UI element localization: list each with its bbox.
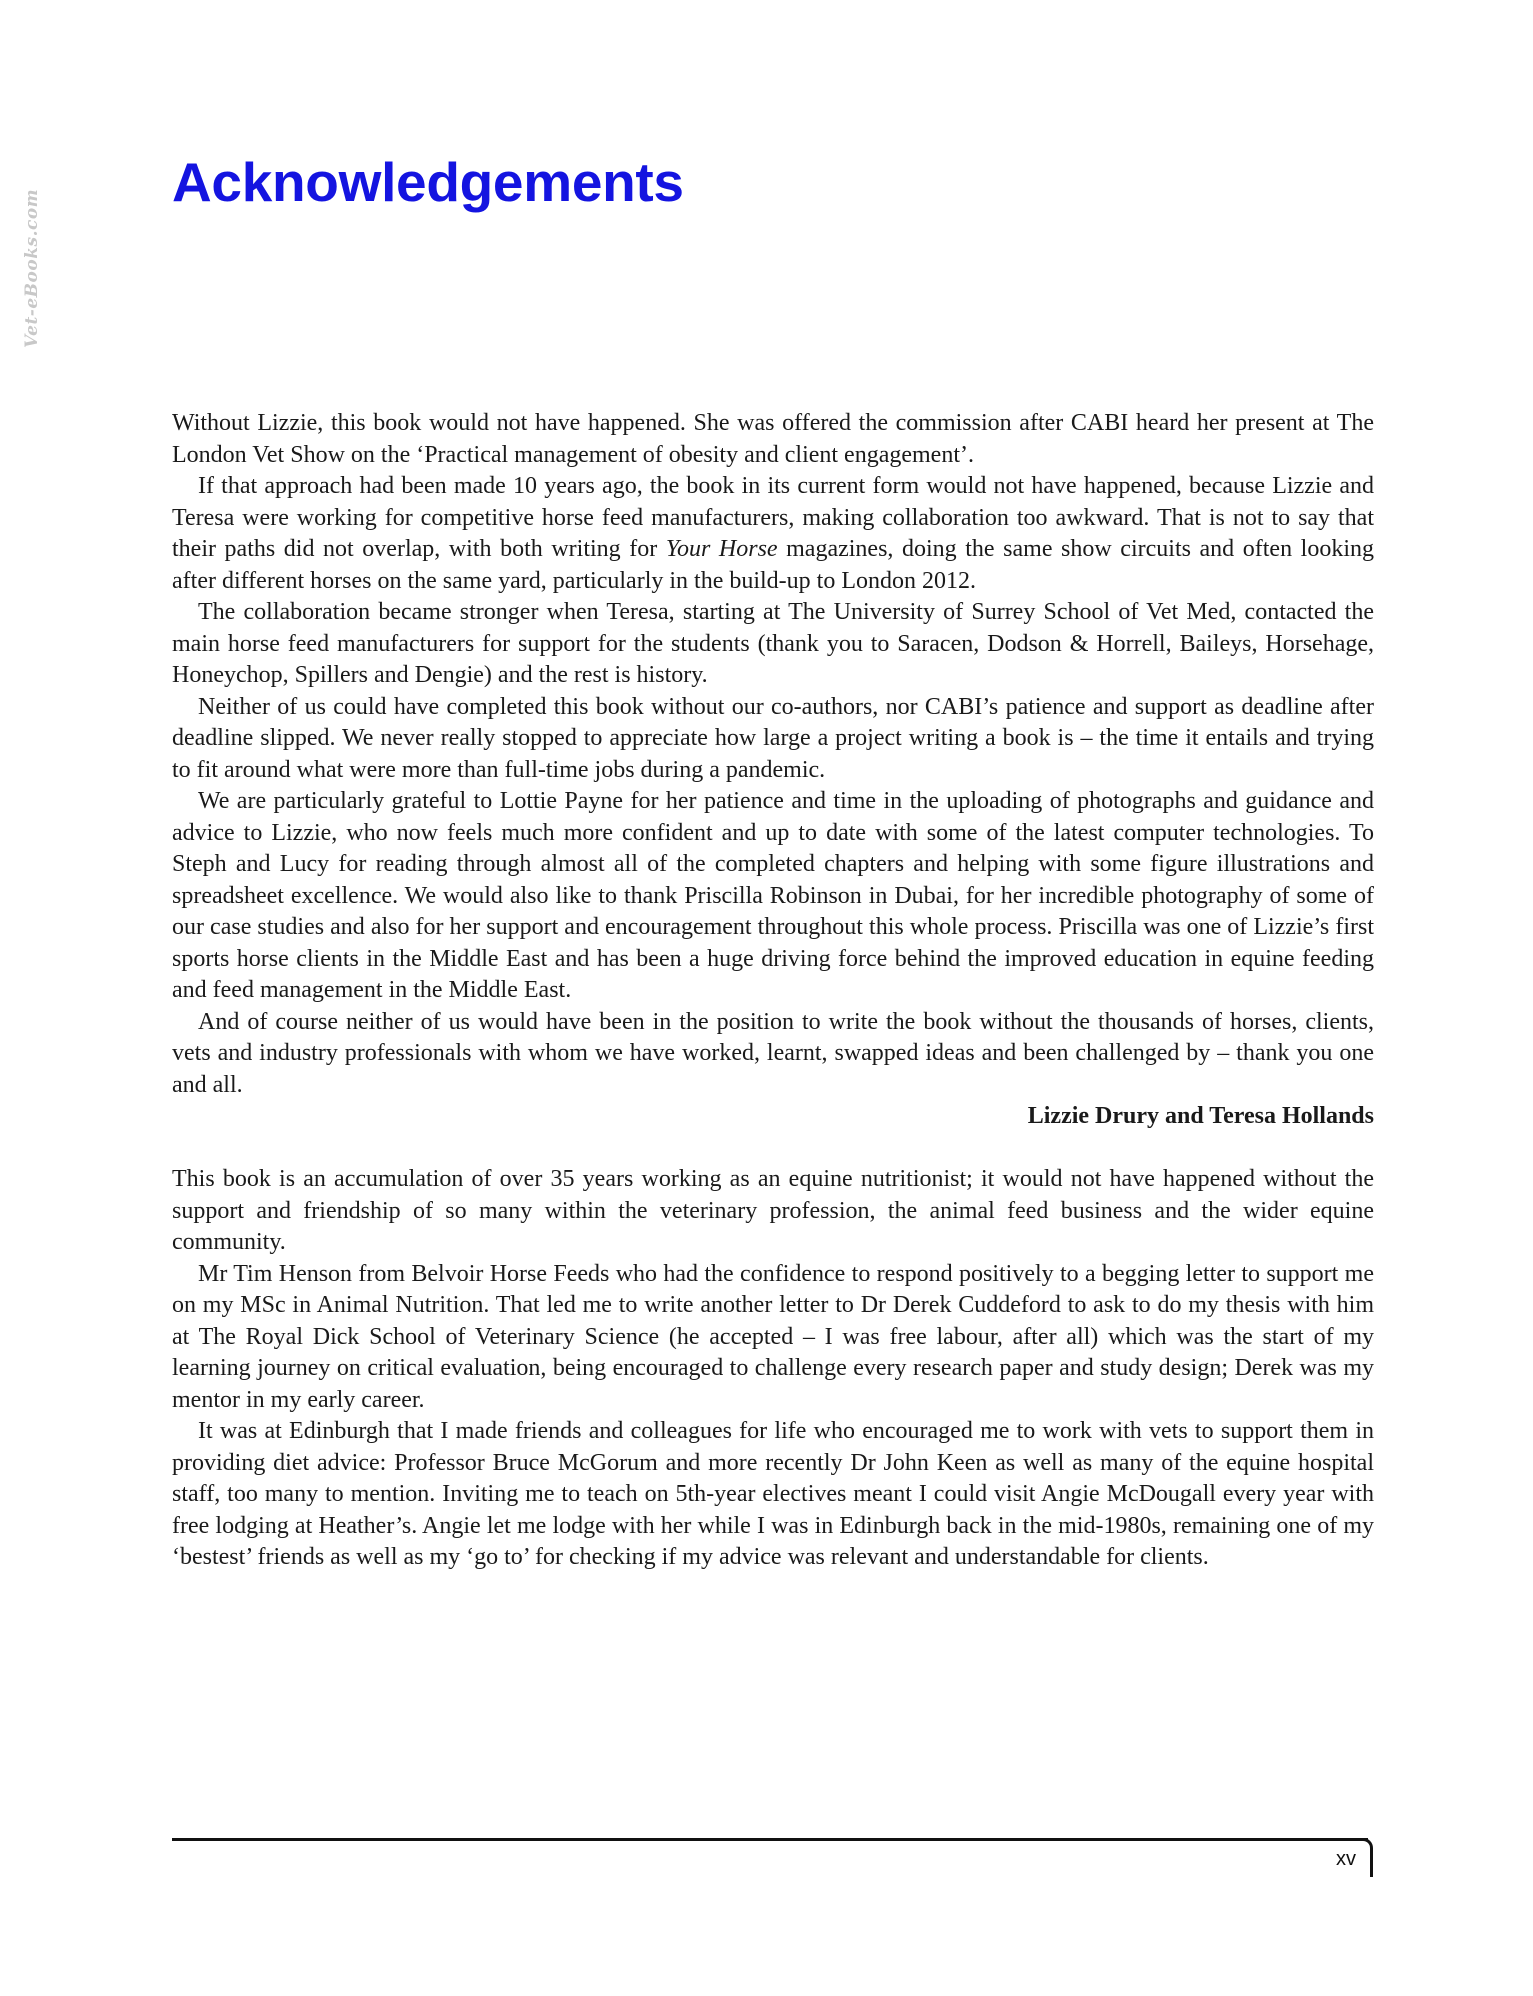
page-title: Acknowledgements: [172, 151, 684, 213]
paragraph: Without Lizzie, this book would not have happened. She was offered the commission after CABI heard her present at The London Vet Show on the ‘Practical management of obesity and client engagement’.: [172, 410, 1374, 468]
footer-rule: [172, 1838, 1368, 1841]
paragraph: The collaboration became stronger when Teresa, starting at The University of Surrey School of Vet Med, contacted the main horse feed manufacturers for support for the students (thank you to Saracen, Dodson & Horrell, Baileys, Horsehage, Honeychop, Spillers and Dengie) and the rest is history.: [172, 599, 1374, 688]
footer-rule-hook: [1358, 1838, 1373, 1877]
paragraph-text: If that approach had been made 10 years ago, the book in its current form would not have happened, because Lizzie and Teresa were working for competitive horse feed manufacturers, making collaboration too awkward. That is not to say that their paths did not overlap, with both writing for: [172, 473, 1374, 562]
page-number: xv: [1336, 1848, 1356, 1870]
paragraph: Neither of us could have completed this book without our co-authors, nor CABI’s patience and support as deadline after deadline slipped. We never really stopped to appreciate how large a project writing a book is – the time it entails and trying to fit around what were more than full-time jobs during a pandemic.: [172, 693, 1374, 783]
paragraph-text: magazines, doing the same show circuits and often looking after different horses on the same yard, particularly in the build-up to London 2012.: [172, 536, 1374, 594]
acknowledgements-body: [172, 408, 1374, 1574]
magazine-title: Your Horse: [665, 536, 778, 562]
paragraph: And of course neither of us would have been in the position to write the book without the thousands of horses, clients, vets and industry professionals with whom we have worked, learnt, swapped ideas and been challenged by – thank you one and all.: [172, 1008, 1374, 1098]
paragraph: We are particularly grateful to Lottie Payne for her patience and time in the uploading of photographs and guidance and advice to Lizzie, who now feels much more confident and up to date with some of the latest computer technologies. To Steph and Lucy for reading through almost all of the completed chapters and helping with some figure illustrations and spreadsheet excellence. We would also like to thank Priscilla Robinson in Dubai, for her incredible photography of some of our case studies and also for her support and encouragement throughout this whole process. Priscilla was one of Lizzie’s first sports horse clients in the Middle East and has been a huge driving force behind the improved education in equine feeding and feed management in the Middle East.: [172, 788, 1374, 1003]
paragraph: It was at Edinburgh that I made friends and colleagues for life who encouraged me to work with vets to support them in providing diet advice: Professor Bruce McGorum and more recently Dr John Keen as well as many of the equine hospital staff, too many to mention. Inviting me to teach on 5th-year electives meant I could visit Angie McDougall every year with free lodging at Heather’s. Angie let me lodge with her while I was in Edinburgh back in the mid-1980s, remaining one of my ‘bestest’ friends as well as my ‘go to’ for checking if my advice was relevant and understandable for clients.: [172, 1418, 1374, 1570]
paragraph: Mr Tim Henson from Belvoir Horse Feeds who had the confidence to respond positively to a begging letter to support me on my MSc in Animal Nutrition. That led me to write another letter to Dr Derek Cuddeford to ask to do my thesis with him at The Royal Dick School of Veterinary Science (he accepted – I was free labour, after all) which was the start of my learning journey on critical evaluation, being encouraged to challenge every research paper and study design; Derek was my mentor in my early career.: [172, 1260, 1374, 1413]
watermark-logo: [22, 178, 48, 348]
watermark-text: Vet-eBooks.com: [22, 188, 42, 348]
paragraph: This book is an accumulation of over 35 years working as an equine nutritionist; it would not have happened without the support and friendship of so many within the veterinary profession, the animal feed business and the wider equine community.: [172, 1166, 1374, 1255]
paragraph: [172, 471, 1374, 597]
signature: Lizzie Drury and Teresa Hollands: [1027, 1103, 1374, 1129]
